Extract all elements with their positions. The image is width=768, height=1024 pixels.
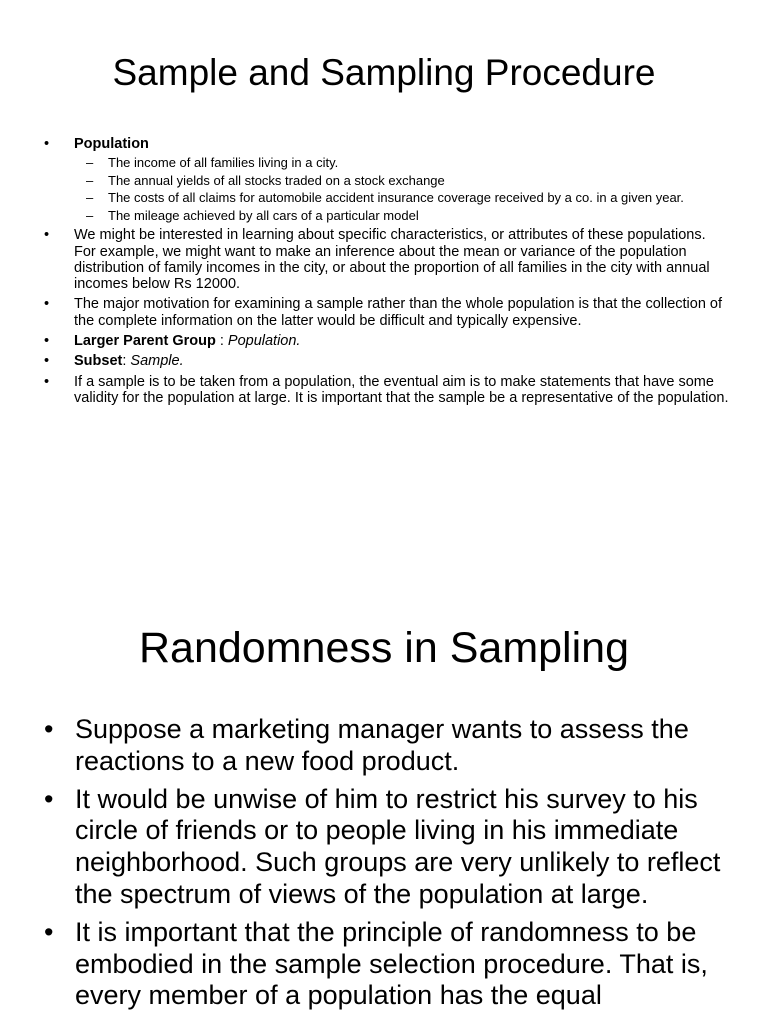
bullet-icon: • (44, 714, 54, 744)
example-text: The annual yields of all stocks traded on a stock exchange (108, 172, 445, 188)
bullet-icon: • (44, 783, 54, 814)
list-item (44, 784, 744, 911)
example-text: The costs of all claims for automobile accident insurance coverage received by a co. in a given year. (108, 190, 684, 206)
list-item (74, 173, 730, 189)
term-label: Larger Parent Group (74, 333, 216, 350)
list-item-aim (44, 374, 730, 407)
paragraph-text: It is important that the principle of randomness to be embodied in the sample selection procedure. That is, every member of a population has the equal (75, 916, 708, 1011)
dash-icon: – (86, 207, 94, 223)
list-item-parent-group (44, 333, 730, 349)
slide-title-randomness: Randomness in Sampling (139, 624, 629, 672)
example-text: The income of all families living in a city. (108, 155, 339, 171)
bullet-icon: • (44, 227, 50, 244)
list-item (74, 208, 730, 224)
bullet-icon: • (44, 296, 50, 313)
list-item (44, 714, 744, 778)
list-item-motivation (44, 296, 730, 329)
list-item-interest (44, 227, 730, 292)
list-item (44, 917, 744, 1012)
bullet-icon: • (44, 373, 50, 390)
term-separator: : (122, 353, 131, 370)
term-value: Population. (227, 333, 301, 350)
list-item-subset (44, 353, 730, 369)
population-heading: Population (74, 136, 149, 152)
paragraph-text: It would be unwise of him to restrict his survey to his circle of friends or to people living in his immediate neighborhood. Such groups are very unlikely to reflect the spectrum of views of the population at large. (75, 783, 721, 909)
term-label: Subset (74, 353, 123, 370)
slide2-bullet-list (44, 714, 744, 1018)
slide1-bullet-list (44, 136, 730, 410)
bullet-icon: • (44, 333, 50, 350)
example-text: The mileage achieved by all cars of a particular model (108, 207, 419, 223)
bullet-icon: • (44, 916, 54, 947)
term-value: Sample. (130, 353, 184, 370)
dash-icon: – (86, 172, 94, 188)
dash-icon: – (86, 190, 94, 206)
term-separator: : (215, 333, 228, 350)
paragraph-text: We might be interested in learning about specific characteristics, or attributes of these populations. For example, we might want to make an inference about the mean or variance of the population distribution of family incomes in the city, or about the proportion of all families in the city with annual incomes below Rs 12000. (74, 227, 710, 293)
slide-title-sampling-procedure: Sample and Sampling Procedure (112, 52, 656, 93)
bullet-icon: • (44, 136, 50, 152)
paragraph-text: The major motivation for examining a sample rather than the whole population is that the collection of the complete information on the latter would be difficult and typically expensive. (74, 296, 723, 329)
paragraph-text: If a sample is to be taken from a population, the eventual aim is to make statements that have some validity for the population at large. It is important that the sample be a representative of the population. (74, 373, 729, 406)
list-item (74, 190, 730, 206)
list-item-population (44, 136, 730, 223)
dash-icon: – (86, 155, 94, 171)
population-examples-list (74, 155, 730, 223)
bullet-icon: • (44, 353, 50, 370)
list-item (74, 155, 730, 171)
paragraph-text: Suppose a marketing manager wants to assess the reactions to a new food product. (75, 714, 689, 776)
